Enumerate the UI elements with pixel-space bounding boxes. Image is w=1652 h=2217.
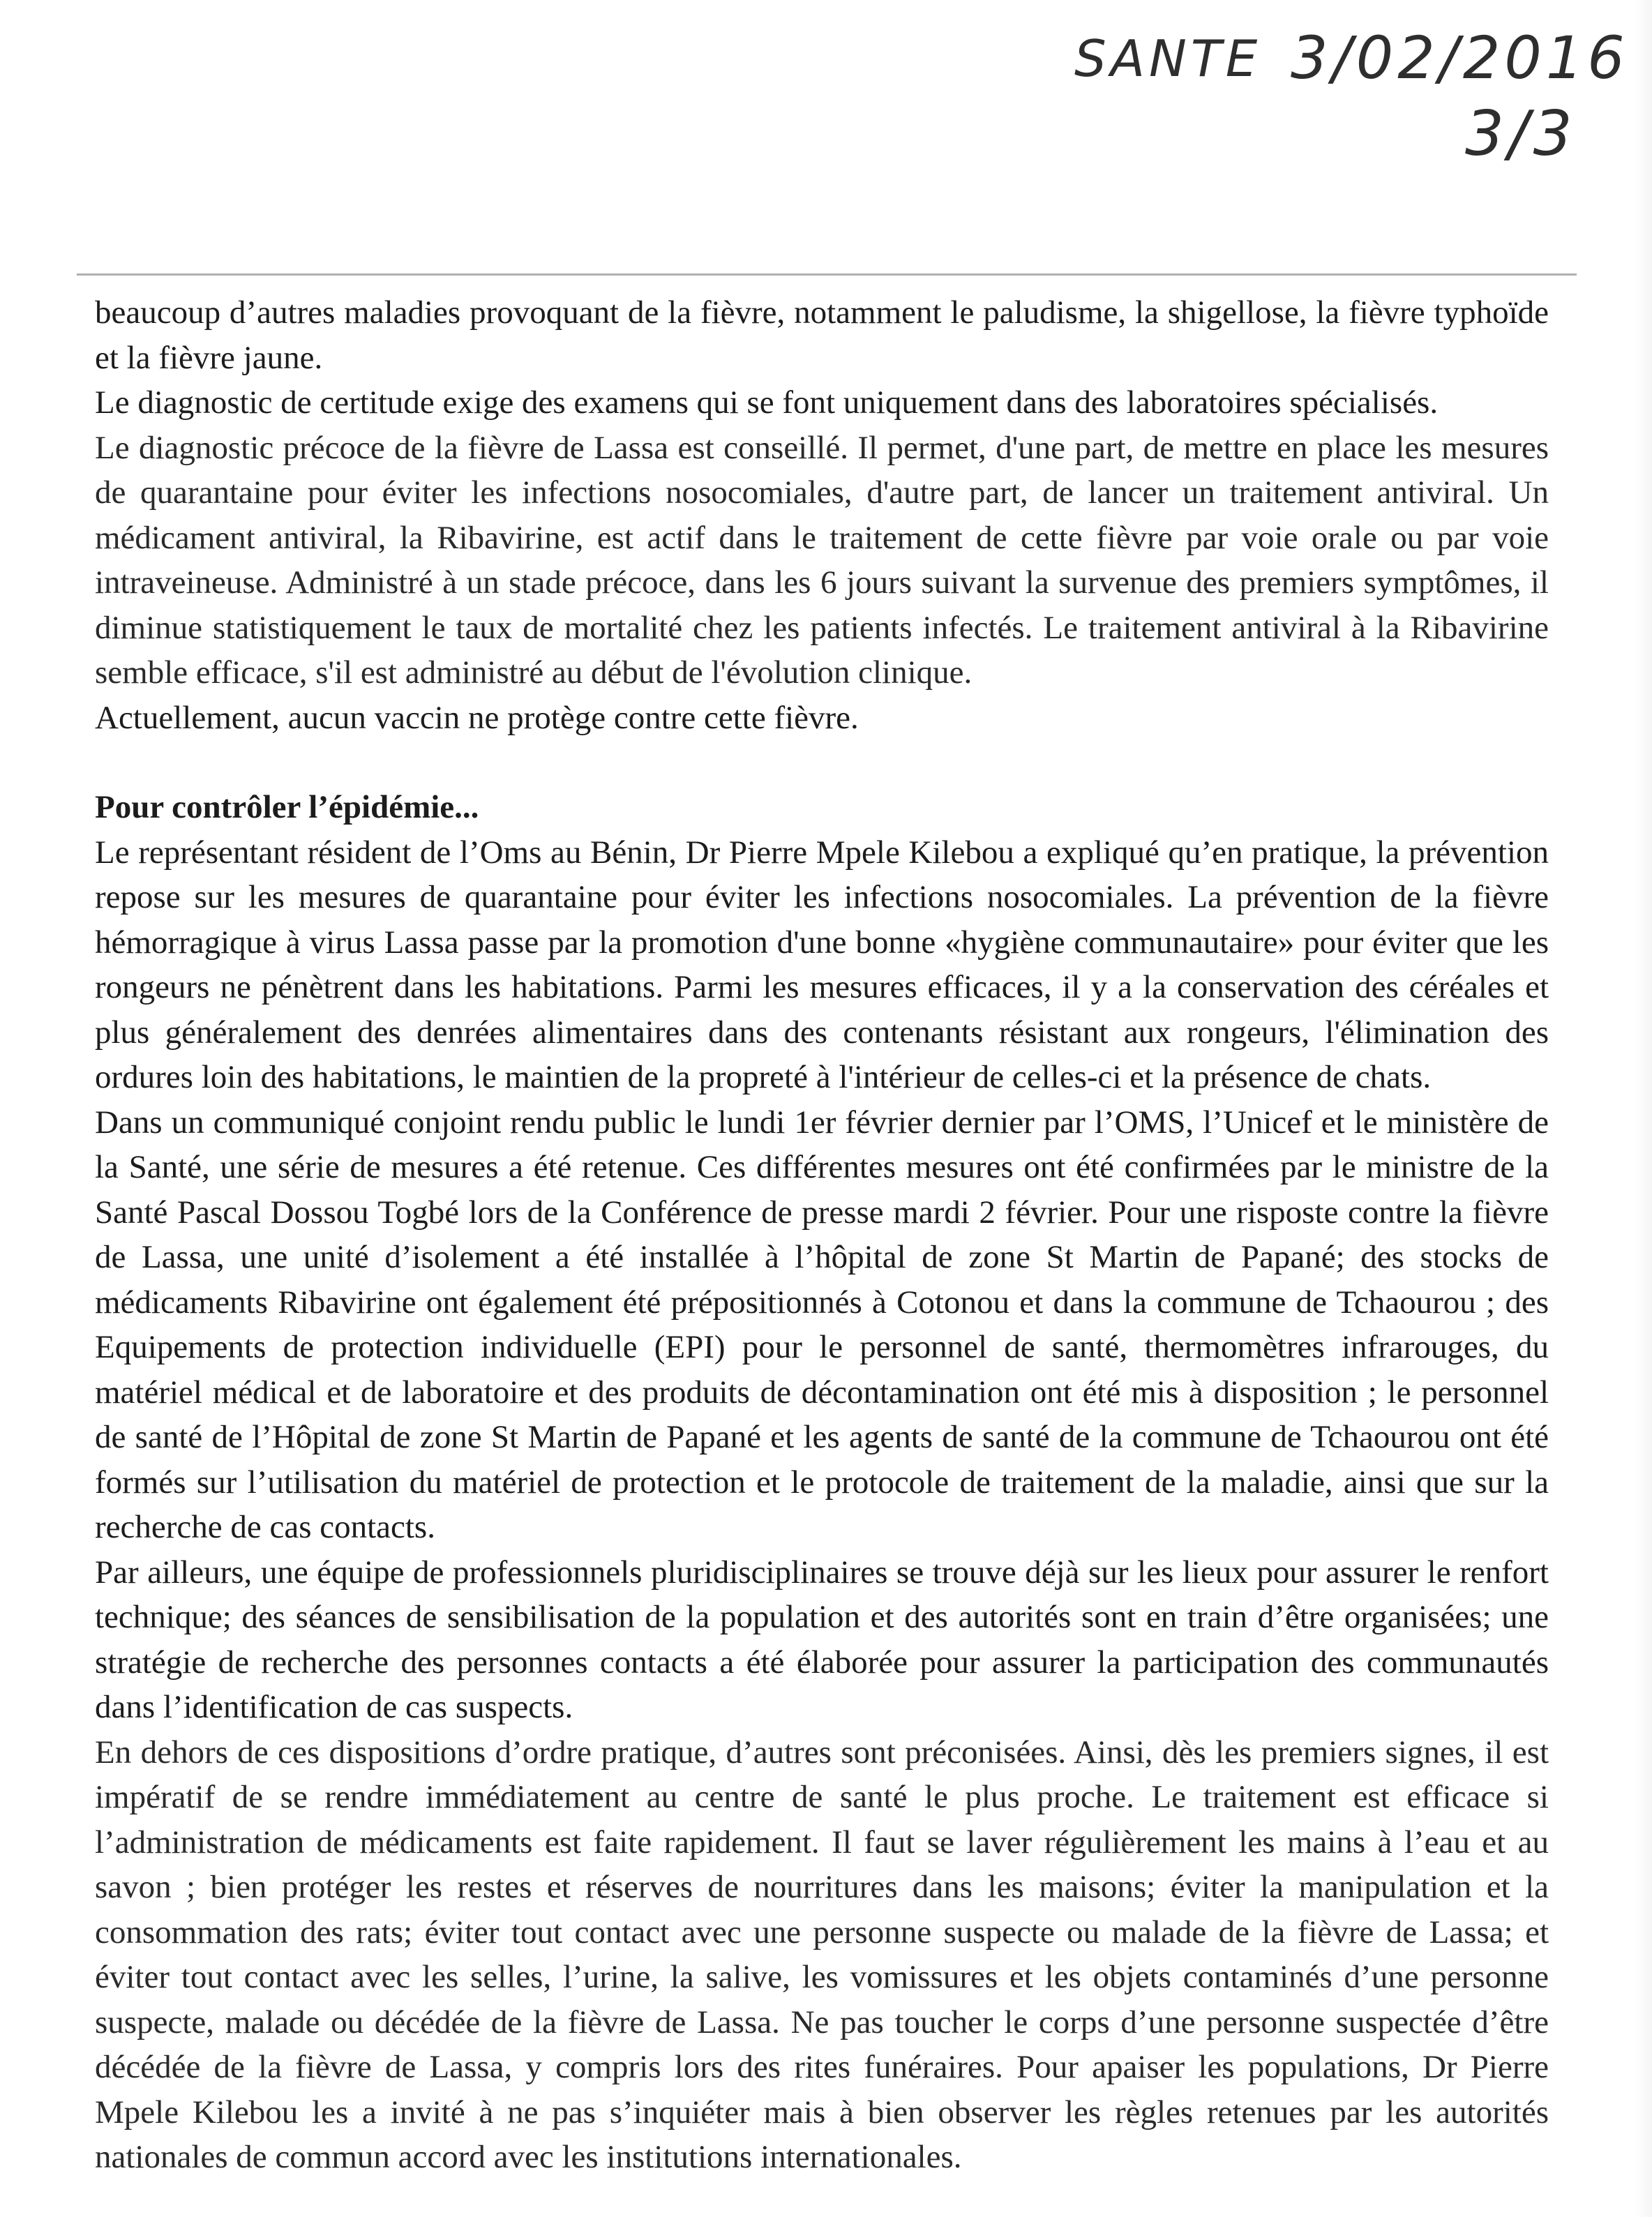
intro-paragraph-2: Le diagnostic de certitude exige des examens qui se font uniquement dans des laboratoires spécialisés. (95, 384, 1439, 421)
article-body (95, 290, 1549, 2180)
intro-paragraph-1: beaucoup d’autres maladies provoquant de la fièvre, notamment le paludisme, la shigellose, la fièvre typhoïde et la fièvre jaune. (95, 294, 1549, 376)
intro-paragraph-4: Actuellement, aucun vaccin ne protège contre cette fièvre. (95, 699, 859, 736)
section-heading: Pour contrôler l’épidémie... (95, 789, 479, 825)
section-paragraph-2: Dans un communiqué conjoint rendu public le lundi 1er février dernier par l’OMS, l’Unicef et le ministère de la Santé, une série de mesures a été retenue. Ces différentes mesures ont été confirmées par le ministre de la Santé Pascal Dossou Togbé lors de la Conférence de presse mardi 2 février. Pour une risposte contre la fièvre de Lassa, une unité d’isolement a été installée à l’hôpital de zone St Martin de Papané; des stocks de médicaments Ribavirine ont également été prépositionnés à Cotonou et dans la commune de Tchaourou ; des Equipements de protection individuelle (EPI) pour le personnel de santé, thermomètres infrarouges, du matériel médical et de laboratoire et des produits de décontamination ont été mis à disposition ; le personnel de santé de l’Hôpital de zone St Martin de Papané et les agents de santé de la commune de Tchaourou ont été formés sur l’utilisation du matériel de protection et le protocole de traitement de la maladie, ainsi que sur la recherche de cas contacts. (95, 1104, 1549, 1545)
section-paragraph-3: Par ailleurs, une équipe de professionnels pluridisciplinaires se trouve déjà sur les lieux pour assurer le renfort technique; des séances de sensibilisation de la population et des autorités sont en train d’être organisées; une stratégie de recherche des personnes contacts a été élaborée pour assurer la participation des communautés dans l’identification de cas suspects. (95, 1554, 1549, 1725)
section-paragraph-1: Le représentant résident de l’Oms au Bénin, Dr Pierre Mpele Kilebou a expliqué qu’en pratique, la prévention repose sur les mesures de quarantaine pour éviter les infections nosocomiales. La prévention de la fièvre hémorragique à virus Lassa passe par la promotion d'une bonne «hygiène communautaire» pour éviter que les rongeurs ne pénètrent dans les habitations. Parmi les mesures efficaces, il y a la conservation des céréales et plus généralement des denrées alimentaires dans des contenants résistant aux rongeurs, l'élimination des ordures loin des habitations, le maintien de la propreté à l'intérieur de celles-ci et la présence de chats. (95, 834, 1549, 1095)
intro-paragraph-3: Le diagnostic précoce de la fièvre de Lassa est conseillé. Il permet, d'une part, de mettre en place les mesures de quarantaine pour éviter les infections nosocomiales, d'autre part, de lancer un traitement antiviral. Un médicament antiviral, la Ribavirine, est actif dans le traitement de cette fièvre par voie orale ou par voie intraveineuse. Administré à un stade précoce, dans les 6 jours suivant la survenue des premiers symptômes, il diminue statistiquement le taux de mortalité chez les patients infectés. Le traitement antiviral à la Ribavirine semble efficace, s'il est administré au début de l'évolution clinique. (95, 429, 1549, 691)
page-divider (77, 273, 1577, 276)
scan-edge-shadow (1634, 0, 1652, 2217)
section-paragraph-4: En dehors de ces dispositions d’ordre pratique, d’autres sont préconisées. Ainsi, dès les premiers signes, il est impératif de se rendre immédiatement au centre de santé le plus proche. Le traitement est efficace si l’administration de médicaments est faite rapidement. Il faut se laver régulièrement les mains à l’eau et au savon ; bien protéger les restes et réserves de nourritures dans les maisons; éviter la manipulation et la consommation des rats; éviter tout contact avec une personne suspecte ou malade de la fièvre de Lassa; et éviter tout contact avec les selles, l’urine, la salive, les vomissures et les objets contaminés d’une personne suspecte, malade ou décédée de la fièvre de Lassa. Ne pas toucher le corps d’une personne suspectée d’être décédée de la fièvre de Lassa, y compris lors des rites funéraires. Pour apaiser les populations, Dr Pierre Mpele Kilebou les a invité à ne pas s’inquiéter mais à bien observer les règles retenues par les autorités nationales de commun accord avec les institutions internationales. (95, 1734, 1549, 2175)
handwritten-title: SANTE (1074, 29, 1262, 88)
handwritten-page-number: 3/3 (1465, 98, 1577, 170)
handwritten-date: 3/02/2016 (1291, 24, 1629, 92)
